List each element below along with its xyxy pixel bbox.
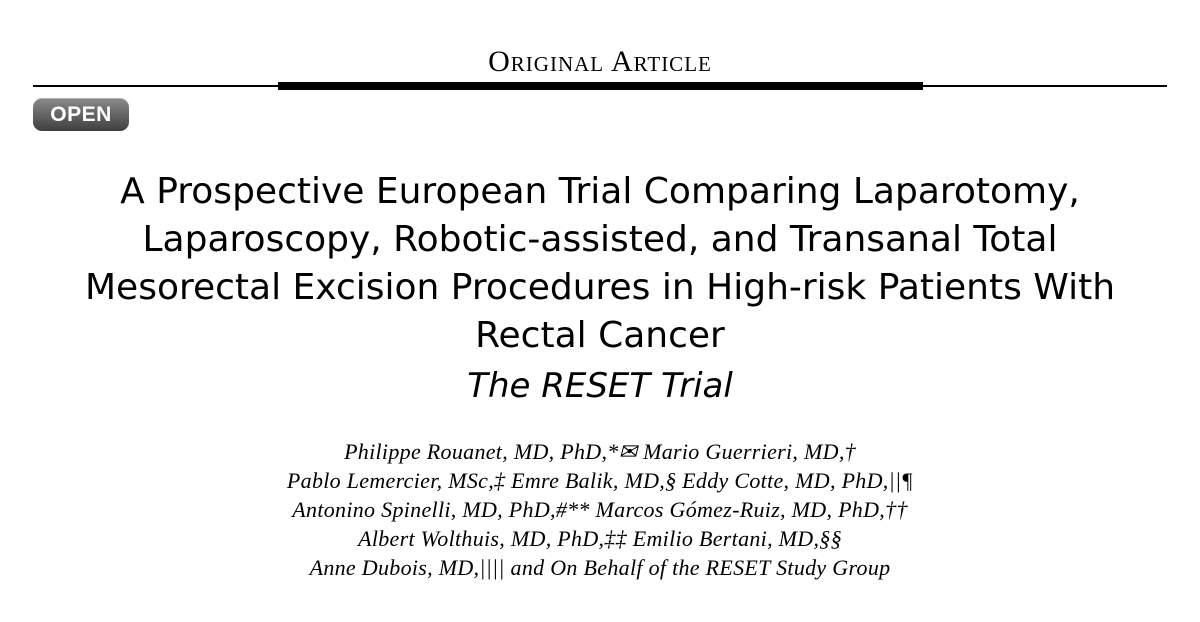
open-access-badge: OPEN	[33, 98, 129, 131]
section-label: Original Article	[488, 45, 712, 78]
article-title	[20, 168, 1180, 360]
header-rule-thick	[278, 82, 923, 90]
author-line: Antonino Spinelli, MD, PhD,#** Marcos Gómez-Ruiz, MD, PhD,††	[292, 497, 908, 522]
title-line: Rectal Cancer	[475, 315, 725, 356]
title-line: Laparoscopy, Robotic-assisted, and Transanal Total	[142, 219, 1058, 260]
article-subtitle: The RESET Trial	[467, 366, 733, 406]
title-line: Mesorectal Excision Procedures in High-risk Patients With	[84, 267, 1116, 308]
title-line: A Prospective European Trial Comparing Laparotomy,	[120, 171, 1080, 212]
author-line: Albert Wolthuis, MD, PhD,‡‡ Emilio Bertani, MD,§§	[358, 526, 842, 551]
author-line: Anne Dubois, MD,|||| and On Behalf of the RESET Study Group	[309, 555, 891, 580]
author-line: Philippe Rouanet, MD, PhD,*✉ Mario Guerrieri, MD,†	[344, 439, 856, 464]
author-line: Pablo Lemercier, MSc,‡ Emre Balik, MD,§ Eddy Cotte, MD, PhD,||¶	[286, 468, 914, 493]
author-list	[0, 437, 1200, 582]
